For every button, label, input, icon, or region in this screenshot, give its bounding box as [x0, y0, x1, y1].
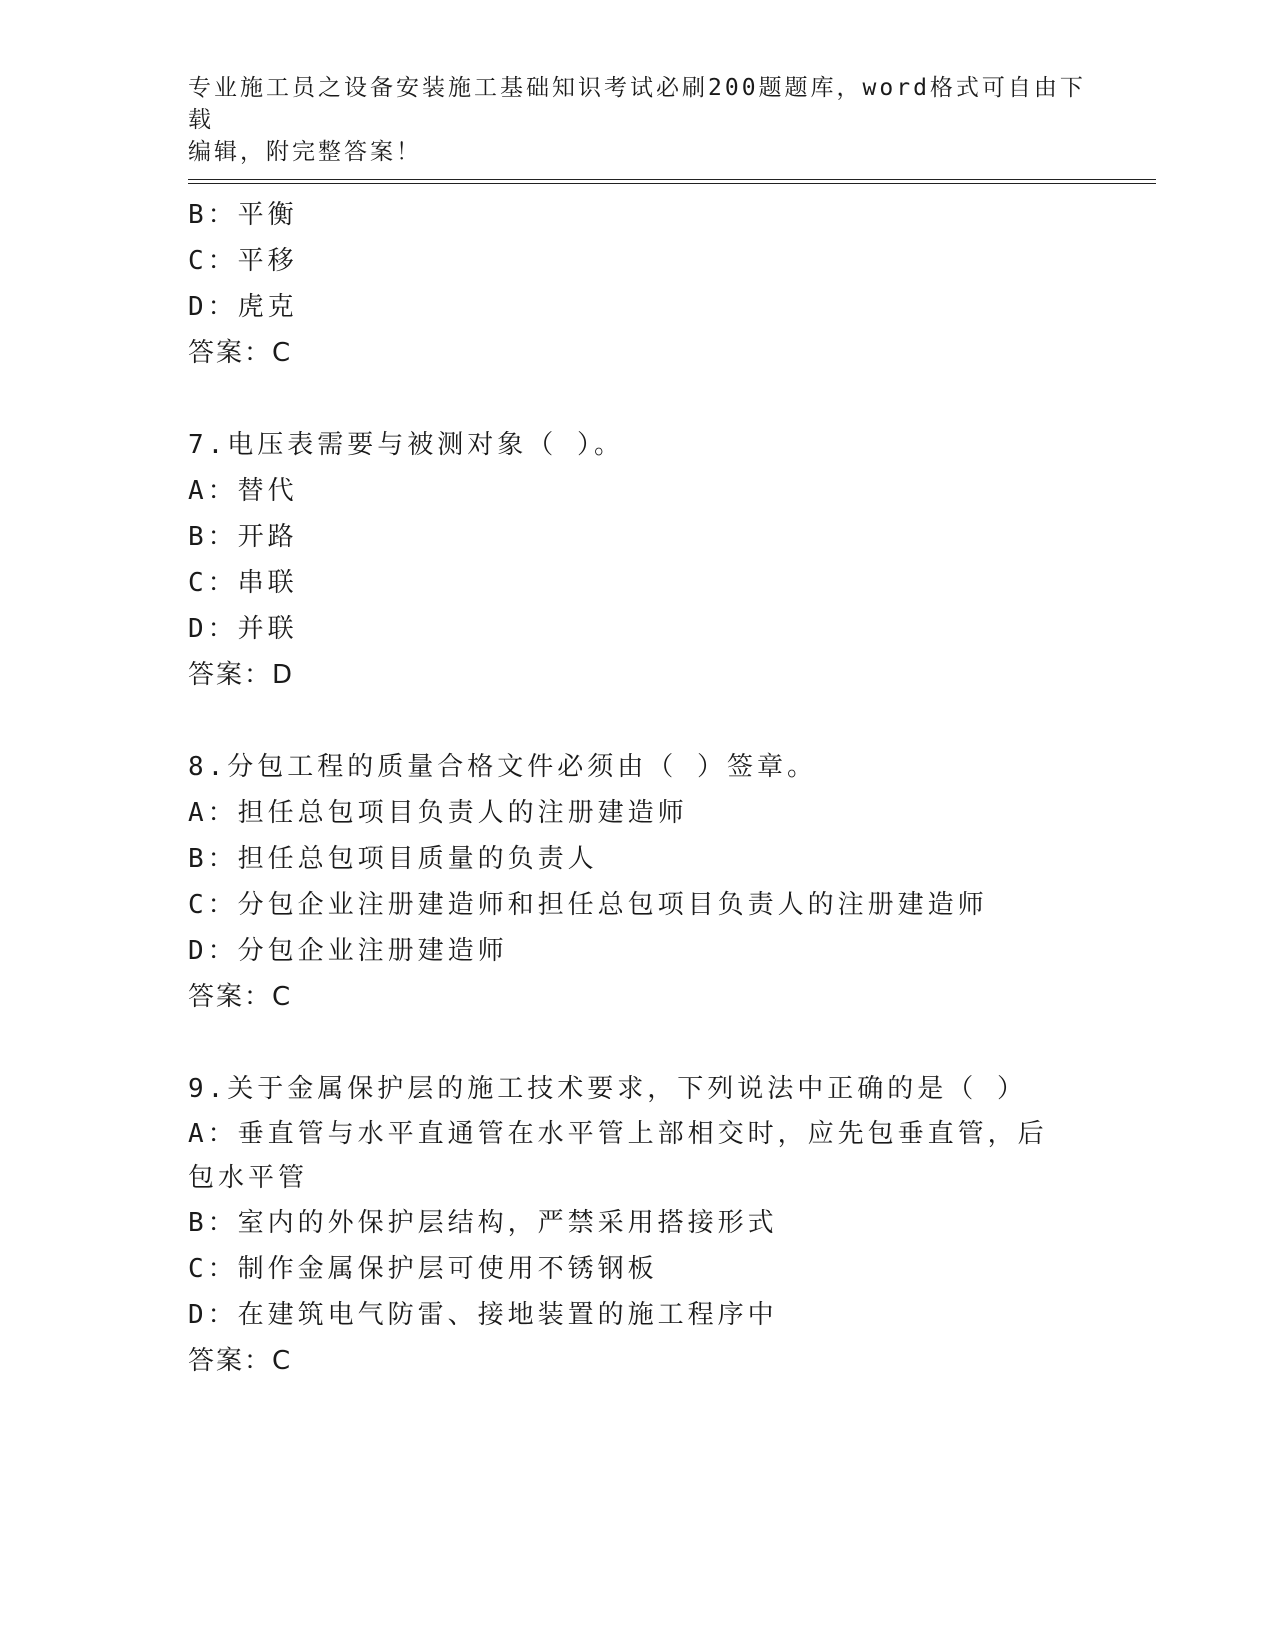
question-list [188, 192, 1088, 1384]
option-c: C：平移 [188, 246, 298, 276]
header-line-2: 编辑，附完整答案！ [188, 139, 422, 165]
header-divider-bottom [188, 183, 1156, 184]
question-block-8 [188, 744, 1088, 1020]
option-d: D：并联 [188, 614, 298, 644]
question-block-partial [188, 192, 1088, 376]
question-block-7 [188, 422, 1088, 698]
header-line-1: 专业施工员之设备安装施工基础知识考试必刷200题题库，word格式可自由下载 [188, 75, 1086, 133]
option-c: C：分包企业注册建造师和担任总包项目负责人的注册建造师 [188, 890, 988, 920]
answer-line: 答案：C [188, 1346, 293, 1376]
option-b: B：平衡 [188, 200, 298, 230]
page-header [188, 72, 1088, 168]
option-c: C：制作金属保护层可使用不锈钢板 [188, 1254, 658, 1284]
option-a: A：担任总包项目负责人的注册建造师 [188, 798, 688, 828]
option-d: D：虎克 [188, 292, 298, 322]
question-title: 9.关于金属保护层的施工技术要求，下列说法中正确的是（ ） [188, 1074, 1027, 1104]
question-block-9 [188, 1066, 1088, 1384]
answer-line: 答案：C [188, 982, 293, 1012]
option-d: D：分包企业注册建造师 [188, 936, 508, 966]
option-d: D：在建筑电气防雷、接地装置的施工程序中 [188, 1300, 778, 1330]
question-title: 7.电压表需要与被测对象（ ）。 [188, 430, 624, 460]
option-b: B：开路 [188, 522, 298, 552]
question-title: 8.分包工程的质量合格文件必须由（ ）签章。 [188, 752, 817, 782]
header-divider-top [188, 179, 1156, 180]
answer-line: 答案：C [188, 338, 293, 368]
option-a: A：替代 [188, 476, 298, 506]
option-b: B：室内的外保护层结构，严禁采用搭接形式 [188, 1208, 778, 1238]
answer-line: 答案：D [188, 660, 295, 690]
option-b: B：担任总包项目质量的负责人 [188, 844, 598, 874]
option-a: A：垂直管与水平直通管在水平管上部相交时，应先包垂直管，后包水平管 [188, 1119, 1048, 1193]
option-c: C：串联 [188, 568, 298, 598]
